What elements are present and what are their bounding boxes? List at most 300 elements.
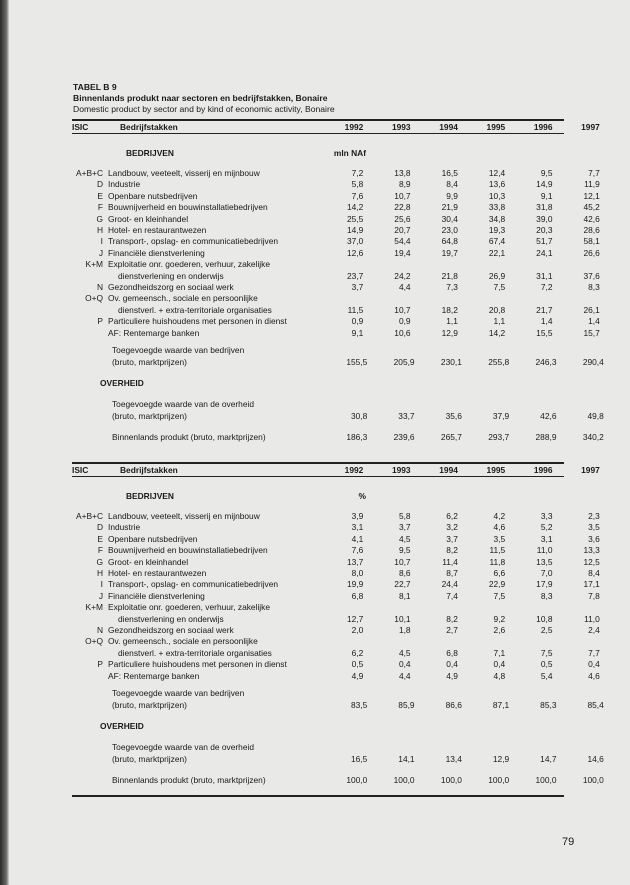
value-cell: 11,8 (489, 556, 506, 567)
value-cell: 22,7 (394, 579, 411, 590)
value-cell: 3,7 (446, 533, 458, 544)
value-cell: 10,7 (394, 304, 411, 315)
value-cell: 100,0 (488, 775, 510, 786)
label-line: Bouwnijverheid en bouwinstallatiebedrijven (108, 202, 268, 213)
value-cell: 6,2 (446, 511, 458, 521)
row-values (320, 411, 604, 422)
row-label (108, 688, 320, 711)
table-row (72, 293, 600, 316)
row-label (108, 568, 316, 579)
value-cell: 11,9 (584, 179, 600, 190)
value-cell: 34,8 (488, 213, 506, 224)
value-cell: 4,5 (398, 647, 411, 658)
table-row (72, 522, 600, 533)
row-values (316, 282, 600, 293)
row-values (316, 248, 600, 259)
table-row (72, 556, 600, 568)
isic-code: O+Q (85, 636, 103, 647)
value-cell: 246,3 (535, 356, 557, 367)
label-line: Ov. gemeensch., sociale en persoonlijke (108, 293, 258, 304)
value-cell: 205,9 (393, 356, 415, 367)
row-label (108, 225, 316, 236)
value-cell: 0,5 (540, 659, 553, 670)
value-cell: 13,5 (536, 556, 553, 567)
value-cell: 83,5 (350, 699, 368, 710)
header-year: 1996 (533, 122, 553, 132)
table-row (72, 225, 600, 236)
label-line: Binnenlands produkt (bruto, marktprijzen) (112, 775, 266, 786)
value-cell: 14,9 (536, 179, 553, 190)
isic-code: K+M (85, 602, 103, 613)
value-cell: 3,5 (493, 533, 506, 544)
value-cell: 6,8 (351, 590, 364, 601)
table-title-block (73, 82, 335, 115)
value-cell: 13,8 (394, 168, 411, 178)
isic-code (72, 328, 108, 339)
value-cell: 7,5 (540, 647, 553, 658)
value-cell: 7,2 (540, 282, 553, 293)
table-row (72, 247, 600, 259)
value-cell: 37,6 (583, 270, 600, 281)
header-year: 1997 (581, 122, 600, 132)
label-line: dienstverl. + extra-territoriale organisaties (118, 304, 272, 315)
value-cell: 26,9 (488, 270, 506, 281)
value-cell: 19,7 (441, 247, 458, 258)
row-values (316, 511, 600, 522)
isic-code (72, 399, 108, 422)
row-label (108, 432, 320, 443)
row-values (316, 522, 600, 533)
label-line: Particuliere huishoudens met personen in dienst (108, 659, 287, 670)
row-label (108, 579, 316, 590)
value-cell: 30,8 (350, 410, 368, 421)
isic-code: G (96, 556, 103, 567)
label-line: Financiële dienstverlening (108, 590, 205, 601)
value-cell: 12,4 (488, 168, 506, 178)
table-mln-nafl (72, 119, 604, 444)
scan-edge (0, 0, 9, 885)
value-cell: 239,6 (393, 432, 415, 443)
row-values (316, 168, 600, 179)
row-values (316, 614, 600, 625)
value-cell: 12,1 (583, 190, 600, 201)
row-label (108, 625, 316, 636)
value-cell: 3,6 (588, 533, 600, 544)
value-cell: 3,5 (588, 522, 600, 533)
value-cell: 7,1 (493, 647, 506, 658)
value-cell: 24,4 (441, 579, 458, 590)
value-cell: 9,2 (493, 613, 506, 624)
value-cell: 3,1 (351, 522, 364, 533)
value-cell: 33,8 (488, 202, 506, 213)
value-cell: 11,0 (584, 613, 600, 624)
label-line: Industrie (108, 179, 141, 190)
isic-code: H (96, 568, 103, 579)
table-row (72, 327, 600, 339)
row-values (320, 775, 604, 786)
row-label (108, 591, 316, 602)
value-cell: 13,4 (445, 753, 462, 764)
header-year: 1994 (439, 122, 458, 132)
value-cell: 37,9 (492, 410, 510, 421)
row-values (316, 671, 600, 682)
header-year: 1996 (533, 465, 553, 475)
table-row (72, 316, 600, 327)
value-cell: 0,4 (493, 659, 506, 670)
value-cell: 35,6 (445, 410, 462, 421)
value-cell: 14,1 (398, 753, 415, 764)
header-year: 1994 (439, 465, 458, 475)
value-cell: 100,0 (535, 775, 557, 786)
isic-code: F (97, 545, 103, 556)
value-cell: 11,5 (489, 545, 506, 556)
table-row (72, 636, 600, 659)
value-cell: 20,8 (488, 304, 506, 315)
label-line: Hotel- en restaurantwezen (108, 225, 207, 236)
page-number: 79 (562, 836, 575, 848)
table-row (72, 625, 600, 636)
value-cell: 7,4 (446, 590, 458, 601)
isic-code (72, 742, 108, 765)
value-cell: 14,9 (346, 225, 364, 236)
row-label (108, 511, 316, 522)
value-cell: 7,3 (446, 282, 458, 293)
label-line: Binnenlands produkt (bruto, marktprijzen) (112, 432, 266, 443)
value-cell: 4,5 (398, 533, 411, 544)
value-cell: 51,7 (536, 236, 553, 247)
gov-row (72, 399, 604, 422)
value-cell: 12,9 (441, 327, 458, 338)
label-line: Financiële dienstverlening (108, 247, 205, 258)
row-values (320, 432, 604, 443)
table-row (72, 168, 600, 179)
row-values (316, 316, 600, 327)
value-cell: 7,6 (351, 190, 364, 201)
row-label (108, 602, 316, 625)
value-cell: 8,6 (398, 568, 411, 579)
table-row (72, 259, 600, 282)
isic-code: O+Q (85, 293, 103, 304)
value-cell: 4,4 (398, 282, 411, 293)
table-bottom-rule (72, 795, 564, 797)
value-cell: 8,4 (446, 179, 458, 190)
table-row (72, 202, 600, 213)
value-cell: 4,9 (446, 670, 458, 681)
value-cell: 45,2 (583, 202, 600, 213)
value-cell: 4,9 (351, 670, 364, 681)
label-line: Gezondheidszorg en sociaal werk (108, 282, 234, 293)
row-label (100, 378, 308, 389)
row-label (108, 282, 316, 293)
label-line: OVERHEID (100, 720, 144, 731)
row-values (320, 357, 604, 368)
value-cell: 1,1 (446, 316, 458, 327)
row-values (316, 534, 600, 545)
row-label (108, 534, 316, 545)
value-cell: 54,4 (394, 236, 411, 247)
row-values (316, 591, 600, 602)
isic-code: H (96, 225, 103, 236)
row-label (108, 489, 316, 503)
value-cell: 20,3 (536, 225, 553, 236)
value-cell: 3,3 (540, 511, 553, 521)
isic-code: F (97, 202, 103, 213)
row-values (316, 545, 600, 556)
label-line: Openbare nutsbedrijven (108, 533, 198, 544)
value-cell: 11,0 (536, 545, 553, 556)
value-cell: 26,6 (583, 247, 600, 258)
label-line: (bruto, marktprijzen) (112, 356, 187, 367)
header-branch: Bedrijfstakken (120, 465, 178, 475)
row-label (108, 236, 316, 247)
value-cell: 100,0 (440, 775, 462, 786)
label-line: Industrie (108, 522, 141, 533)
row-label (108, 399, 320, 422)
isic-code: A+B+C (75, 511, 103, 521)
value-cell: 87,1 (492, 699, 510, 710)
isic-code: G (96, 213, 103, 224)
isic-code: D (96, 522, 103, 533)
value-cell: 7,5 (493, 282, 506, 293)
value-cell: 2,0 (351, 625, 364, 636)
value-cell: 16,5 (441, 168, 458, 178)
value-cell: 7,5 (493, 590, 506, 601)
value-cell: 18,2 (441, 304, 458, 315)
value-cell: 12,9 (492, 753, 510, 764)
header-year: 1997 (581, 465, 600, 475)
value-cell: 10,6 (394, 327, 411, 338)
value-cell: 8,9 (398, 179, 411, 190)
table-title-dutch: Binnenlands produkt naar sectoren en bedrijfstakken, Bonaire (73, 93, 328, 103)
header-year: 1992 (344, 122, 364, 132)
label-line: (bruto, marktprijzen) (112, 753, 187, 764)
value-cell: 28,6 (583, 225, 600, 236)
value-cell: 12,5 (583, 556, 600, 567)
value-cell: 0,4 (446, 659, 458, 670)
value-cell: 42,6 (540, 410, 557, 421)
row-label (108, 168, 316, 179)
heading-row (72, 378, 564, 389)
header-year: 1992 (344, 465, 364, 475)
value-cell: 9,1 (351, 327, 364, 338)
value-cell: 5,8 (351, 179, 364, 190)
value-cell: 22,8 (394, 202, 411, 213)
row-label (108, 345, 320, 368)
table-row (72, 190, 600, 202)
value-cell: 86,6 (445, 699, 462, 710)
header-year: 1993 (391, 122, 411, 132)
header-year: 1993 (391, 465, 411, 475)
isic-code: I (100, 236, 103, 247)
label-line: dienstverl. + extra-territoriale organisaties (118, 647, 272, 658)
value-cell: 9,1 (540, 190, 553, 201)
isic-code: E (97, 190, 103, 201)
value-cell: 8,7 (446, 568, 458, 579)
value-cell: 19,3 (488, 225, 506, 236)
row-values (316, 625, 600, 636)
row-values (316, 579, 600, 590)
value-cell: 4,4 (398, 670, 411, 681)
value-cell: 39,0 (536, 213, 553, 224)
table-id: TABEL B 9 (73, 82, 117, 92)
value-cell: 30,4 (441, 213, 458, 224)
value-cell: 10,3 (488, 190, 506, 201)
label-line: AF: Rentemarge banken (108, 327, 200, 338)
label-line: BEDRIJVEN (126, 148, 174, 158)
value-cell: 15,5 (536, 327, 553, 338)
row-values (316, 648, 600, 659)
value-cell: 4,2 (493, 511, 506, 521)
table-row (72, 659, 600, 670)
value-cell: 8,4 (588, 568, 600, 579)
table-header-row (72, 119, 600, 134)
value-cell: 19,9 (346, 579, 364, 590)
value-cell: 21,9 (441, 202, 458, 213)
row-values (316, 305, 600, 316)
table-title-english: Domestic product by sector and by kind of economic activity, Bonaire (73, 104, 335, 114)
row-label (108, 742, 320, 765)
table-row (72, 670, 600, 682)
value-cell: 14,7 (540, 753, 557, 764)
row-label (100, 721, 308, 732)
isic-code: P (97, 659, 103, 670)
value-cell: 186,3 (346, 432, 368, 443)
value-cell: 16,5 (350, 753, 368, 764)
value-cell: 11,5 (347, 304, 364, 315)
value-cell: 3,9 (351, 511, 364, 521)
value-cell: 2,4 (588, 625, 600, 636)
isic-code: J (98, 590, 103, 601)
row-label (108, 259, 316, 282)
label-line: Particuliere huishoudens met personen in dienst (108, 316, 287, 327)
value-cell: 67,4 (488, 236, 506, 247)
value-cell: 340,2 (582, 432, 604, 443)
value-cell: 14,2 (346, 202, 364, 213)
value-cell: 0,4 (398, 659, 411, 670)
label-line: Toegevoegde waarde van de overheid (112, 399, 255, 410)
isic-code: E (97, 533, 103, 544)
isic-code: P (97, 316, 103, 327)
table-row (72, 213, 600, 225)
row-values (316, 191, 600, 202)
value-cell: 8,0 (351, 568, 364, 579)
table-percent (72, 462, 604, 797)
value-cell: 14,6 (587, 753, 604, 764)
value-cell: 13,7 (346, 556, 364, 567)
value-cell: 9,9 (446, 190, 458, 201)
value-cell: 1,4 (540, 316, 553, 327)
value-cell: 6,8 (446, 647, 458, 658)
value-cell: 8,3 (588, 282, 600, 293)
value-cell: 7,6 (351, 545, 364, 556)
value-cell: 6,6 (493, 568, 506, 579)
label-line: Exploitatie onr. goederen, verhuur, zakelijke (108, 602, 271, 613)
row-label (108, 671, 316, 682)
table-row (72, 236, 600, 247)
label-line: Openbare nutsbedrijven (108, 190, 198, 201)
value-cell: 20,7 (394, 225, 411, 236)
row-values (316, 202, 600, 213)
value-cell: 0,9 (398, 316, 411, 327)
label-line: Ov. gemeensch., sociale en persoonlijke (108, 636, 258, 647)
label-line: Landbouw, veeteelt, visserij en mijnbouw (108, 511, 260, 521)
row-values (316, 225, 600, 236)
row-label (108, 316, 316, 327)
row-label (108, 202, 316, 213)
gov-row (72, 432, 604, 443)
value-cell: 100,0 (582, 775, 604, 786)
header-isic: ISIC (72, 122, 89, 132)
value-cell: 155,5 (346, 356, 368, 367)
value-cell: 25,6 (394, 213, 411, 224)
label-line: Groot- en kleinhandel (108, 556, 189, 567)
value-cell: 12,6 (346, 247, 364, 258)
isic-code: N (96, 625, 103, 636)
gov-row (72, 775, 604, 786)
value-cell: 8,2 (446, 545, 458, 556)
row-values (320, 700, 604, 711)
value-cell: 19,4 (394, 247, 411, 258)
isic-code: D (96, 179, 103, 190)
value-cell: 7,7 (588, 168, 600, 178)
value-cell: 2,3 (588, 511, 600, 521)
value-cell: 11,4 (442, 556, 458, 567)
row-values (316, 214, 600, 225)
value-cell: 25,5 (346, 213, 364, 224)
value-cell: 290,4 (582, 356, 604, 367)
value-cell: 23,7 (346, 270, 364, 281)
value-cell: 0,4 (588, 659, 600, 670)
value-cell: 5,8 (398, 511, 411, 521)
total-row (72, 345, 604, 368)
value-cell: 85,9 (398, 699, 415, 710)
isic-code: A+B+C (75, 168, 103, 178)
value-cell: 22,1 (488, 247, 506, 258)
label-line: Toegevoegde waarde van de overheid (112, 742, 255, 753)
value-cell: 3,7 (351, 282, 364, 293)
value-cell: 1,1 (493, 316, 506, 327)
value-cell: 8,2 (446, 613, 458, 624)
value-cell: 2,5 (540, 625, 553, 636)
value-cell: 21,7 (536, 304, 553, 315)
label-line: Bouwnijverheid en bouwinstallatiebedrijven (108, 545, 268, 556)
row-values (320, 754, 604, 765)
value-cell: 100,0 (346, 775, 368, 786)
row-label (108, 293, 316, 316)
label-line: Hotel- en restaurantwezen (108, 568, 207, 579)
isic-code: K+M (85, 259, 103, 270)
header-year: 1995 (486, 122, 506, 132)
section-row (72, 489, 564, 503)
value-cell: 10,8 (536, 613, 553, 624)
value-cell: 23,0 (441, 225, 458, 236)
value-cell: 1,4 (588, 316, 600, 327)
value-cell: 0,9 (351, 316, 364, 327)
value-cell: 24,1 (536, 247, 553, 258)
value-cell: 288,9 (535, 432, 557, 443)
value-cell: 8,3 (540, 590, 553, 601)
value-cell: 4,8 (493, 670, 506, 681)
gov-row (72, 742, 604, 765)
value-cell: 21,8 (441, 270, 458, 281)
row-label (108, 179, 316, 190)
label-line: (bruto, marktprijzen) (112, 410, 187, 421)
isic-code (72, 432, 108, 443)
value-cell: 17,1 (583, 579, 600, 590)
value-cell: 6,2 (351, 647, 364, 658)
isic-code (72, 775, 108, 786)
label-line: Exploitatie onr. goederen, verhuur, zakelijke (108, 259, 271, 270)
